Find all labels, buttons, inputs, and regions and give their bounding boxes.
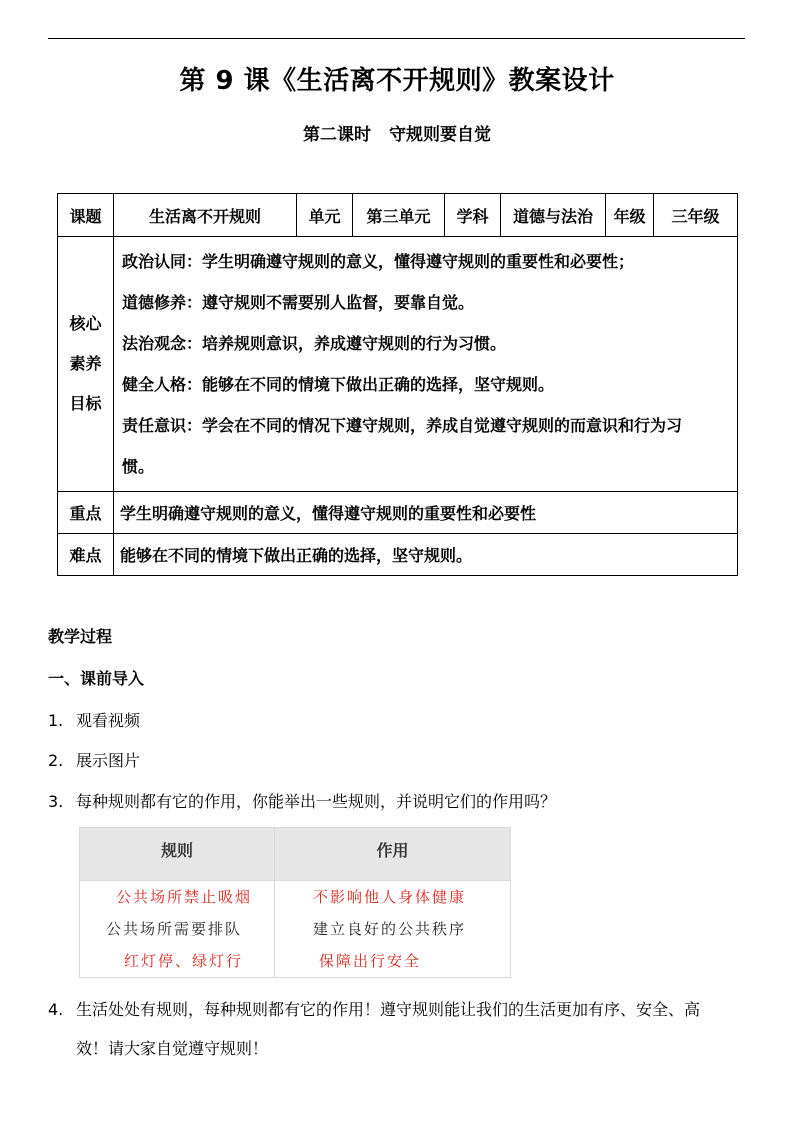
key-point-row (58, 492, 738, 534)
difficult-point-row (58, 534, 738, 576)
handwritten-effect: 建立良好的公共秩序 (313, 920, 467, 938)
difficult-point-label: 难点 (58, 534, 114, 576)
lesson-topic: 守规则要自觉 (389, 125, 491, 145)
effects-col-header: 作用 (275, 828, 511, 881)
rules-cell (80, 881, 275, 978)
goal-law: 法治观念：培养规则意识，养成遵守规则的行为习惯。 (122, 334, 507, 353)
cell-topic-label: 课题 (58, 194, 114, 237)
goal-moral: 道德修养：遵守规则不需要别人监督，要靠自觉。 (122, 293, 475, 312)
rules-col-header: 规则 (80, 828, 275, 881)
page-title: 第 9 课《生活离不开规则》教案设计 (179, 66, 615, 96)
difficult-point-text: 能够在不同的情境下做出正确的选择，坚守规则。 (114, 534, 738, 576)
list-item-4: 4. 生活处处有规则，每种规则都有它的作用！遵守规则能让我们的生活更加有序、安全、高 效！请大家自觉遵守规则！ (48, 990, 748, 1068)
core-goals-label: 核心 素养 目标 (58, 237, 114, 492)
rules-table (79, 827, 511, 978)
info-header-row (58, 194, 738, 237)
cell-subject-label: 学科 (445, 194, 501, 237)
section-heading-intro: 一、课前导入 (48, 669, 145, 688)
key-point-label: 重点 (58, 492, 114, 534)
goal-responsibility-cont: 惯。 (122, 457, 155, 476)
lesson-number: 第二课时 (303, 125, 371, 145)
cell-unit-value: 第三单元 (353, 194, 445, 237)
goal-political: 政治认同：学生明确遵守规则的意义，懂得遵守规则的重要性和必要性； (122, 252, 635, 271)
handwritten-rule: 公共场所禁止吸烟 (116, 888, 253, 906)
cell-topic-value: 生活离不开规则 (114, 194, 297, 237)
rules-table-header (80, 828, 511, 881)
core-goals-content (114, 237, 738, 492)
item-4-line-2: 效！请大家自觉遵守规则！ (76, 1039, 269, 1058)
cell-grade-value: 三年级 (654, 194, 738, 237)
list-item: 2. 展示图片 (48, 751, 141, 770)
key-point-text: 学生明确遵守规则的意义，懂得遵守规则的重要性和必要性 (114, 492, 738, 534)
cell-subject-value: 道德与法治 (501, 194, 606, 237)
cell-grade-label: 年级 (606, 194, 654, 237)
goal-responsibility: 责任意识：学会在不同的情况下遵守规则，养成自觉遵守规则的而意识和行为习 (122, 416, 683, 435)
list-item: 1. 观看视频 (48, 711, 141, 730)
core-goals-row (58, 237, 738, 492)
lesson-info-table (57, 193, 738, 576)
handwritten-effect: 保障出行安全 (319, 952, 422, 970)
handwritten-rule: 公共场所需要排队 (106, 920, 243, 938)
goal-personality: 健全人格：能够在不同的情境下做出正确的选择，坚守规则。 (122, 375, 555, 394)
cell-unit-label: 单元 (297, 194, 353, 237)
handwritten-effect: 不影响他人身体健康 (313, 888, 467, 906)
handwritten-rule: 红灯停、绿灯行 (124, 952, 244, 970)
item-4-line-1: 生活处处有规则，每种规则都有它的作用！遵守规则能让我们的生活更加有序、安全、高 (76, 1000, 701, 1019)
rules-table-body (80, 881, 511, 978)
page-subtitle (0, 120, 794, 145)
list-item: 3. 每种规则都有它的作用，你能举出一些规则，并说明它们的作用吗？ (48, 792, 557, 811)
top-rule (48, 38, 745, 39)
process-heading: 教学过程 (48, 627, 113, 646)
